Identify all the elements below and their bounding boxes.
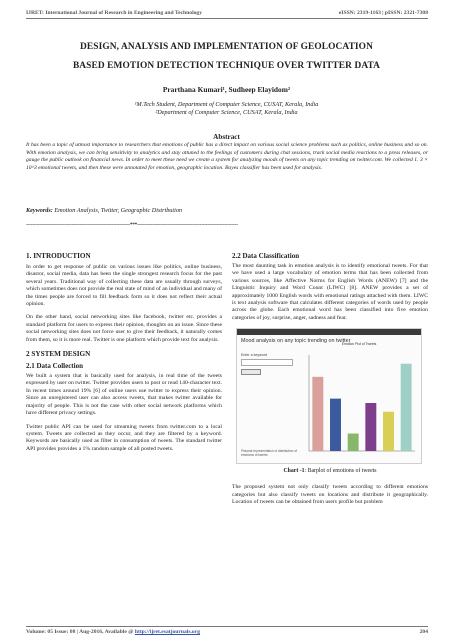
affiliations xyxy=(24,101,429,118)
journal-header xyxy=(26,10,428,19)
footer-volume xyxy=(26,629,200,635)
section-system-design-heading: 2 SYSTEM DESIGN xyxy=(26,350,91,359)
chart-bar xyxy=(365,403,376,451)
data-collection-paragraph-2: Twitter public API can be used for streaming tweets from twitter.com to a local system. Tweets are collected as they occur, and they are filtered by a keyword. Keywords are basically used as filter in consumption of tweets. The standard twitter API provides provides a 1% random sample of all posted tweets. xyxy=(26,423,222,452)
paper-title xyxy=(24,38,429,76)
intro-paragraph-2: On the other hand, social networking sites like facebook, twitter etc. provides a standard platform for users to express their opinion, thoughts on an issue. Since these social networking sites does not force user to give their feedback, it naturally comes from them, so it is more real. Twitter is one platform which provide text for analysis. xyxy=(26,314,222,343)
journal-url-link[interactable]: http://ijret.esatjournals.org xyxy=(134,629,200,635)
page-footer xyxy=(26,626,428,635)
right-column xyxy=(232,252,428,512)
intro-paragraph-1: In order to get response of public on various issues like politics, online business, disastor, social media, data has been the single strongest research focus for the past several years. Traditional way of collecting these data are usually through surveys, which sometimes does not provide the real state of mind of an individual and many of the times people are forced to fill feedback form so it does not reflect their actual opinion. xyxy=(26,264,222,308)
caption-text: : Barplot of emotions of tweets xyxy=(304,468,377,475)
abstract-heading: Abstract xyxy=(213,133,240,141)
section-introduction-heading: 1. INTRODUCTION xyxy=(26,252,91,260)
chart-title: Emotion Plot of Tweets xyxy=(341,342,377,347)
footer-volume-text: Volume: 05 Issue: 08 | Aug-2016, Available @ xyxy=(26,629,135,635)
chart-bar xyxy=(330,399,341,451)
title-line-2: BASED EMOTION DETECTION TECHNIQUE OVER TWITTER DATA xyxy=(72,61,381,71)
figure-note: Pictorial representation of distribution of emotions of tweets xyxy=(241,449,297,458)
data-classification-paragraph-2: The proposed system not only classify tweets according to different emotions categories but also classify tweets on locations and distribute it geographically. Location of tweets can be obtained from users profile but problem xyxy=(232,484,428,506)
emotion-bar-chart xyxy=(299,347,419,461)
abstract-text: It has been a topic of utmost importance to researchers that emotions of public has a direct impact on various social science problems such as politics, online business and so on. With emotion analysis, we can bring sensitivity to analytics and stay attuned to the feelings of customers during chat sessions, track social media reactions to a press releases, or gauge the public outlook on financial news. In order to meet these need we create a system for analyzing moods of tweets on any topic trending on twitter.com. We collected 1. 3 × 10^3 emotional tweets, and then these were annotated for emotion, geographic location. Bayes classifier has been used for analysis. xyxy=(26,142,428,171)
authors: Prarthana Kumari¹, Sudheep Elayidom² xyxy=(162,85,291,94)
figure-window-bar xyxy=(237,329,421,335)
caption-label: Chart -1 xyxy=(283,468,305,475)
keywords-label: Keywords: xyxy=(26,207,53,214)
keywords-text: Emotion Analysis, Twitter, Geographic Distribution xyxy=(54,207,183,214)
chart-bar xyxy=(383,412,394,451)
chart-bar xyxy=(348,434,359,451)
title-line-1: DESIGN, ANALYSIS AND IMPLEMENTATION OF GEOLOCATION xyxy=(80,42,373,52)
data-classification-paragraph-1: The most daunting task in emotion analysis is to identify emotional tweets. For that we have used a large vocabulary of emotion terms that has been collected from various sources, like Affective Norms for English Words (ANEW) [7] and the Linguistic Inquiry and Word Count (LIWC) [8]. ANEW provides a set of approximately 1000 English words with emotional ratings attached with them. LIWC is text analysis software that calculates different categories of words used by people across the globe. Each emotional word has been classified into five emotion categories of joy, surprise, anger, sadness and fear. xyxy=(232,263,428,321)
section-separator: --------------------------------------------------------------------***------------------------------------------------------------------ xyxy=(26,222,238,228)
figure-input-label: Enter a keyword xyxy=(241,353,267,358)
figure-app-title: Mood analysis on any topic trending on twitter xyxy=(241,338,351,345)
figure-caption xyxy=(232,468,428,474)
left-column xyxy=(26,252,222,459)
figure-keyword-input xyxy=(241,359,293,366)
affiliation-2: ²Department of Computer Science, CUSAT, Kerala, India xyxy=(155,109,298,117)
figure-submit-button xyxy=(241,369,261,375)
data-collection-paragraph-1: We built a system that is basically used for analysis, in real time of the tweets expressed by user on twitter. Twitter provides users to post or read 140-character text. In recent times around 19% [6] of online users use twitter to express their opinion. Since an unregistered user can also access tweets, that makes twitter available for majority of people. This is not the case with other social network platforms which have different privacy settings. xyxy=(26,373,222,417)
journal-name: IJRET: International Journal of Research in Engineering and Technology xyxy=(26,10,203,16)
affiliation-1: ¹M.Tech Student, Department of Computer Science, CUSAT, Kerala, India xyxy=(134,101,319,108)
chart-bar xyxy=(401,364,412,451)
keywords xyxy=(26,207,428,214)
section-data-collection-heading: 2.1 Data Collection xyxy=(26,362,83,371)
section-data-classification-heading: 2.2 Data Classification xyxy=(232,252,300,260)
page-number: 204 xyxy=(419,629,428,635)
journal-issn: eISSN: 2319-1163 | pISSN: 2321-7308 xyxy=(338,10,428,16)
app-screenshot-figure xyxy=(236,328,422,464)
chart-bar xyxy=(312,377,323,451)
